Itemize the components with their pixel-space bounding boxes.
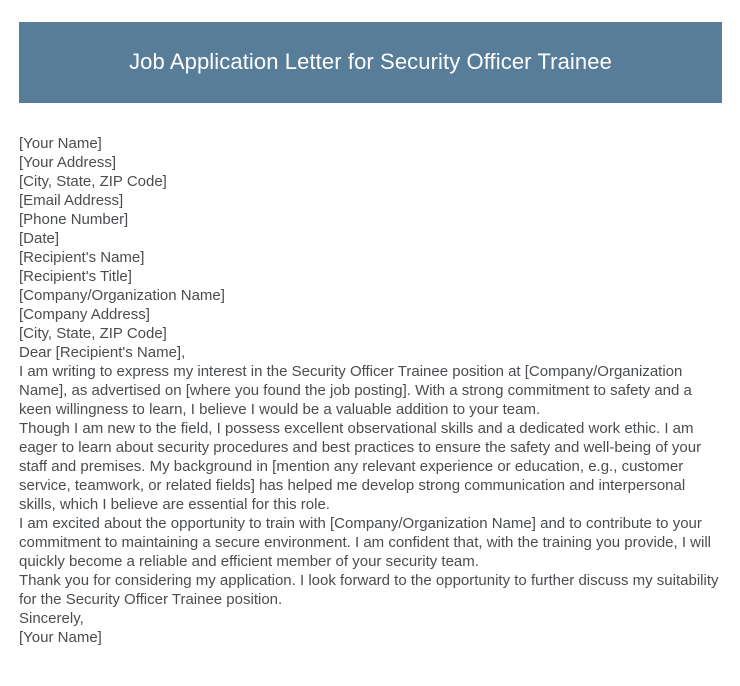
page-title: Job Application Letter for Security Officer Trainee: [129, 49, 612, 75]
sender-line: [Phone Number]: [19, 211, 129, 228]
recipient-line: [Company Address]: [19, 306, 150, 323]
recipient-line: [City, State, ZIP Code]: [19, 325, 167, 342]
body-paragraph: I am writing to express my interest in the Security Officer Trainee position at [Company/Organization Name], as advertised on [where you found the job posting]. With a strong commitment to safety and a keen willingness to learn, I believe I would be a valuable addition to your team.: [19, 363, 692, 418]
closing: Sincerely,: [19, 610, 84, 627]
body-paragraph: Though I am new to the field, I possess excellent observational skills and a dedicated work ethic. I am eager to learn about security procedures and best practices to ensure the safety and well-being of your staff and premises. My background in [mention any relevant experience or education, e.g., customer service, teamwork, or related fields] has helped me develop strong communication and interpersonal skills, which I believe are essential for this role.: [19, 420, 702, 513]
recipient-line: [Recipient's Name]: [19, 249, 145, 266]
sender-line: [City, State, ZIP Code]: [19, 173, 167, 190]
recipient-line: [Company/Organization Name]: [19, 287, 225, 304]
salutation: Dear [Recipient's Name],: [19, 344, 186, 361]
recipient-line: [Recipient's Title]: [19, 268, 132, 285]
body-paragraph: I am excited about the opportunity to train with [Company/Organization Name] and to contribute to your commitment to maintaining a secure environment. I am confident that, with the training you provide, I will quickly become a reliable and efficient member of your security team.: [19, 515, 711, 570]
body-paragraph: Thank you for considering my application. I look forward to the opportunity to further discuss my suitability for the Security Officer Trainee position.: [19, 572, 719, 608]
letter-header-banner: [19, 22, 722, 103]
signature: [Your Name]: [19, 629, 102, 646]
sender-line: [Date]: [19, 230, 60, 247]
recipient-address-block: [19, 248, 722, 343]
sender-address-block: [19, 134, 722, 248]
sender-line: [Email Address]: [19, 192, 124, 209]
sender-line: [Your Address]: [19, 154, 117, 171]
letter-body: [19, 134, 722, 647]
sender-line: [Your Name]: [19, 135, 102, 152]
